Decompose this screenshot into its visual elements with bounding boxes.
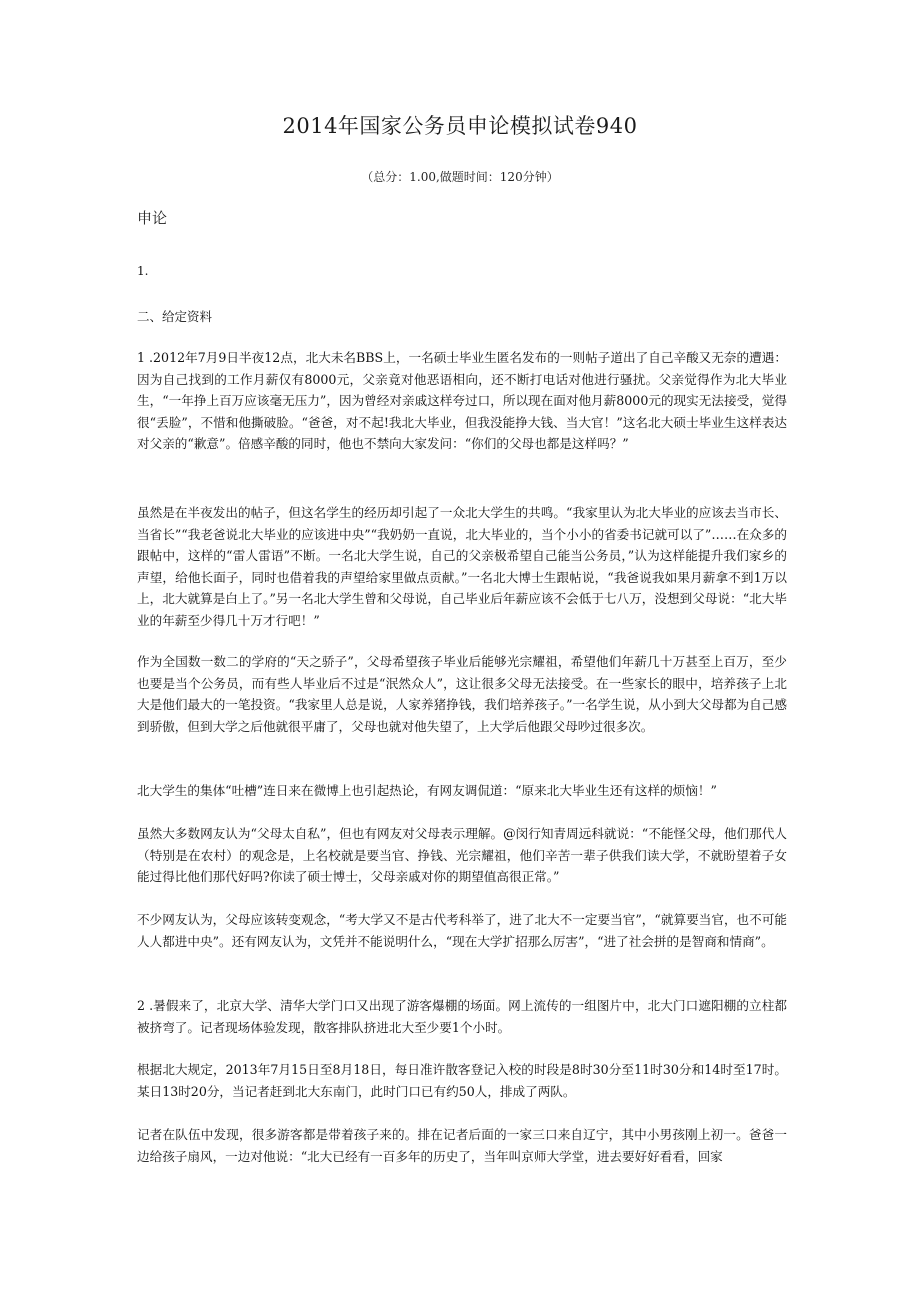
paragraph: 1 .2012年7月9日半夜12点，北大未名BBS上，一名硕士毕业生匿名发布的一则帖子道出了自己辛酸又无奈的遭遇：因为自己找到的工作月薪仅有8000元，父亲竟对他恶语相向，还不断打电话对他进行骚扰。父亲觉得作为北大毕业生，“一年挣上百万应该毫无压力”，因为曾经对亲戚这样夸过口，所以现在面对他月薪8000元的现实无法接受，觉得很“丢脸”，不惜和他撕破脸。“爸爸，对不起!我北大毕业，但我没能挣大钱、当大官！”这名北大硕士毕业生这样表达对父亲的“歉意”。倍感辛酸的同时，他也不禁向大家发问：“你们的父母也都是这样吗？” [137,350,787,451]
paragraph: 2 .暑假来了，北京大学、清华大学门口又出现了游客爆棚的场面。网上流传的一组图片中，北大门口遮阳棚的立柱都被挤弯了。记者现场体验发现，散客排队挤进北大至少要1个小时。 [137,998,787,1035]
paragraph: 作为全国数一数二的学府的“天之骄子”，父母希望孩子毕业后能够光宗耀祖，希望他们年薪几十万甚至上百万，至少也要是当个公务员，而有些人毕业后不过是“泯然众人”，这让很多父母无法接受。在一些家长的眼中，培养孩子上北大是他们最大的一笔投资。“我家里人总是说，人家养猪挣钱，我们培养孩子。”一名学生说，从小到大父母都为自己感到骄傲，但到大学之后他就很平庸了，父母也就对他失望了，上大学后他跟父母吵过很多次。 [137,654,787,734]
paragraph: 北大学生的集体“吐槽”连日来在微博上也引起热论，有网友调侃道：“原来北大毕业生还有这样的烦恼！” [137,783,717,798]
question-number: 1. [137,264,149,278]
materials-heading: 二、给定资料 [137,309,213,324]
paragraph: 虽然大多数网友认为“父母太自私”，但也有网友对父母表示理解。@闵行知青周远科就说：“不能怪父母，他们那代人（特别是在农村）的观念是，上名校就是要当官、挣钱、光宗耀祖，他们辛苦一辈子供我们读大学，不就盼望着子女能过得比他们那代好吗?你读了硕士博士，父母亲戚对你的期望值高很正常。” [137,826,787,884]
paragraph: 根据北大规定，2013年7月15日至8月18日，每日准许散客登记入校的时段是8时30分至11时30分和14时至17时。某日13时20分，当记者赶到北大东南门，此时门口已有约50人，排成了两队。 [137,1062,787,1099]
exam-info: （总分：1.00,做题时间：120分钟） [361,170,559,184]
paragraph: 不少网友认为，父母应该转变观念，“考大学又不是古代考科举了，进了北大不一定要当官”，“就算要当官，也不可能人人都进中央”。还有网友认为，文凭并不能说明什么，“现在大学扩招那么厉害”，“进了社会拼的是智商和情商”。 [137,912,787,949]
paragraph: 记者在队伍中发现，很多游客都是带着孩子来的。排在记者后面的一家三口来自辽宁，其中小男孩刚上初一。爸爸一边给孩子扇风，一边对他说：“北大已经有一百多年的历史了，当年叫京师大学堂，进去要好好看看，回家 [137,1127,787,1164]
section-heading: 申论 [137,209,168,227]
page-title: 2014年国家公务员申论模拟试卷940 [282,114,638,138]
paragraph: 虽然是在半夜发出的帖子，但这名学生的经历却引起了一众北大学生的共鸣。“我家里认为北大毕业的应该去当市长、当省长”“我老爸说北大毕业的应该进中央”“我奶奶一直说，北大毕业的，当个小小的省委书记就可以了”……在众多的跟帖中，这样的“雷人雷语”不断。一名北大学生说，自己的父亲极希望自己能当公务员，”认为这样能提升我们家乡的声望，给他长面子，同时也借着我的声望给家里做点贡献。”一名北大博士生跟帖说，“我爸说我如果月薪拿不到1万以上，北大就算是白上了。”另一名北大学生曾和父母说，自己毕业后年薪应该不会低于七八万，没想到父母说：“北大毕业的年薪至少得几十万才行吧！” [137,505,787,628]
